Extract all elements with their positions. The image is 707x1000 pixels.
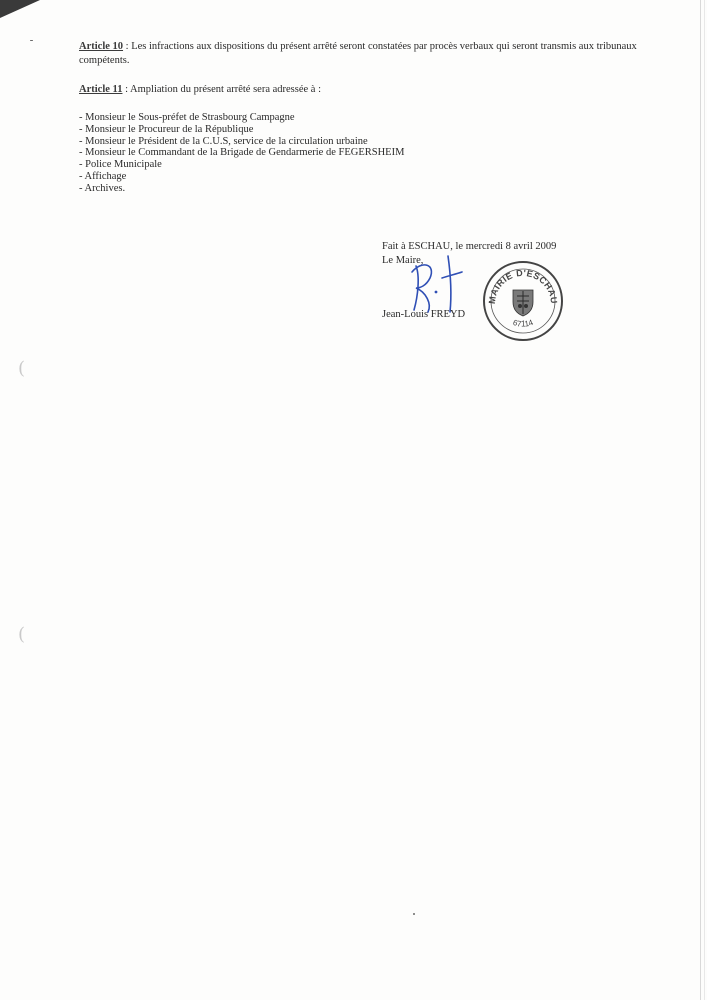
- list-item: - Monsieur le Commandant de la Brigade de Gendarmerie de FEGERSHEIM: [79, 147, 405, 159]
- place-date: Fait à ESCHAU, le mercredi 8 avril 2009: [382, 241, 557, 252]
- official-seal-stamp: [482, 260, 564, 342]
- stamp-postcode: 67114: [511, 317, 535, 329]
- list-item: - Monsieur le Procureur de la République: [79, 123, 254, 135]
- signer-title: Le Maire,: [382, 255, 424, 266]
- list-item: - Police Municipale: [79, 159, 162, 171]
- coat-of-arms-icon: [513, 290, 533, 316]
- list-item: - Archives.: [79, 182, 126, 194]
- article-10-text: : Les infractions aux dispositions du présent arrêté seront constatées par procès verbaux qui seront transmis aux tribunaux compétents.: [79, 41, 637, 66]
- recipient-list: [79, 112, 639, 195]
- signature-block: [382, 240, 612, 329]
- scan-speck: [413, 913, 415, 915]
- scan-edge-line: [704, 0, 705, 1000]
- article-11-paragraph: [79, 83, 639, 97]
- signer-name: Jean-Louis FREYD: [382, 309, 466, 320]
- punch-hole-mark: (: [18, 624, 26, 645]
- article-10-label: Article 10: [79, 41, 124, 52]
- list-item: - Monsieur le Président de la C.U.S, service de la circulation urbaine: [79, 135, 368, 147]
- scan-edge-line: [700, 0, 701, 1000]
- stamp-top-text: MAIRIE D'ESCHAU: [486, 267, 560, 305]
- article-11-text: : Ampliation du présent arrêté sera adressée à :: [122, 84, 321, 95]
- document-body: [79, 40, 639, 195]
- scan-speck: [30, 40, 33, 41]
- list-item: - Monsieur le Sous-préfet de Strasbourg Campagne: [79, 112, 295, 123]
- punch-hole-mark: (: [18, 358, 26, 379]
- article-11-label: Article 11: [79, 84, 123, 95]
- article-10-paragraph: [79, 40, 639, 68]
- scan-corner-artifact: [0, 0, 40, 20]
- svg-text:67114: [512, 318, 535, 329]
- list-item: - Affichage: [79, 170, 127, 182]
